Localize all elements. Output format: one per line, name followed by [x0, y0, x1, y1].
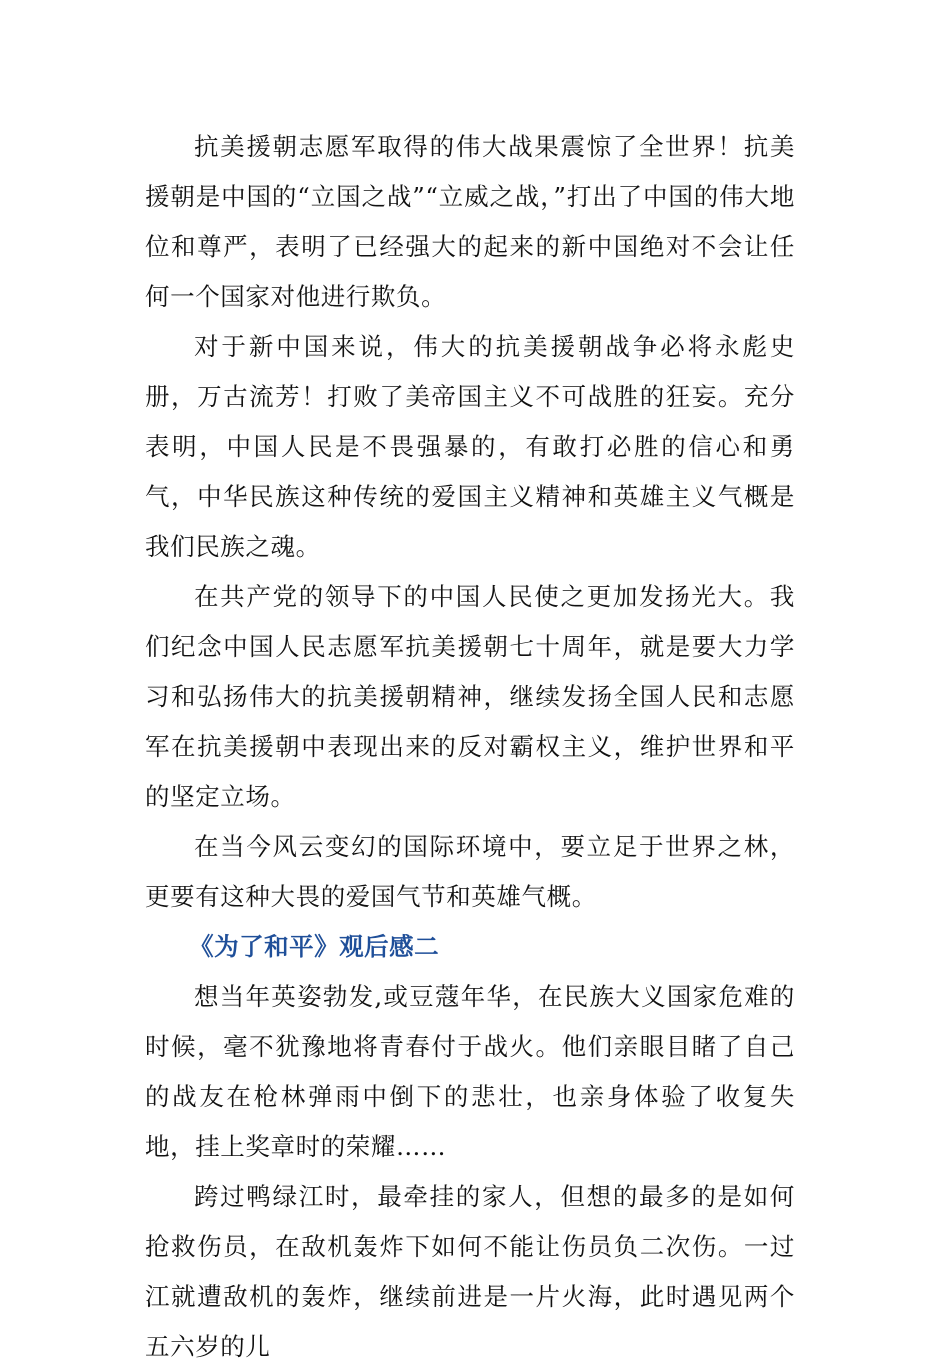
paragraph-4: 在当今风云变幻的国际环境中，要立足于世界之林，更要有这种大畏的爱国气节和英雄气概。 — [145, 832, 795, 911]
paragraph-6: 跨过鸭绿江时，最牵挂的家人，但想的最多的是如何抢救伤员，在敌机轰炸下如何不能让伤员负二次伤。一过江就遭敌机的轰炸，继续前进是一片火海，此时遇见两个五六岁的儿 — [145, 1182, 795, 1361]
section-heading: 《为了和平》观后感二 — [189, 932, 440, 961]
paragraph-1: 抗美援朝志愿军取得的伟大战果震惊了全世界！抗美援朝是中国的“立国之战”“立威之战，”打出了中国的伟大地位和尊严，表明了已经强大的起来的新中国绝对不会让任何一个国家对他进行欺负。 — [145, 132, 795, 311]
paragraph-3: 在共产党的领导下的中国人民使之更加发扬光大。我们纪念中国人民志愿军抗美援朝七十周年，就是要大力学习和弘扬伟大的抗美援朝精神，继续发扬全国人民和志愿军在抗美援朝中表现出来的反对霸权主义，维护世界和平的坚定立场。 — [145, 582, 795, 811]
paragraph-2: 对于新中国来说，伟大的抗美援朝战争必将永彪史册，万古流芳！打败了美帝国主义不可战胜的狂妄。充分表明，中国人民是不畏强暴的，有敢打必胜的信心和勇气，中华民族这种传统的爱国主义精神和英雄主义气概是我们民族之魂。 — [145, 332, 795, 561]
document-body — [145, 122, 795, 1372]
paragraph-5: 想当年英姿勃发,或豆蔻年华，在民族大义国家危难的时候，毫不犹豫地将青春付于战火。他们亲眼目睹了自己的战友在枪林弹雨中倒下的悲壮，也亲身体验了收复失地，挂上奖章时的荣耀…… — [145, 982, 795, 1161]
